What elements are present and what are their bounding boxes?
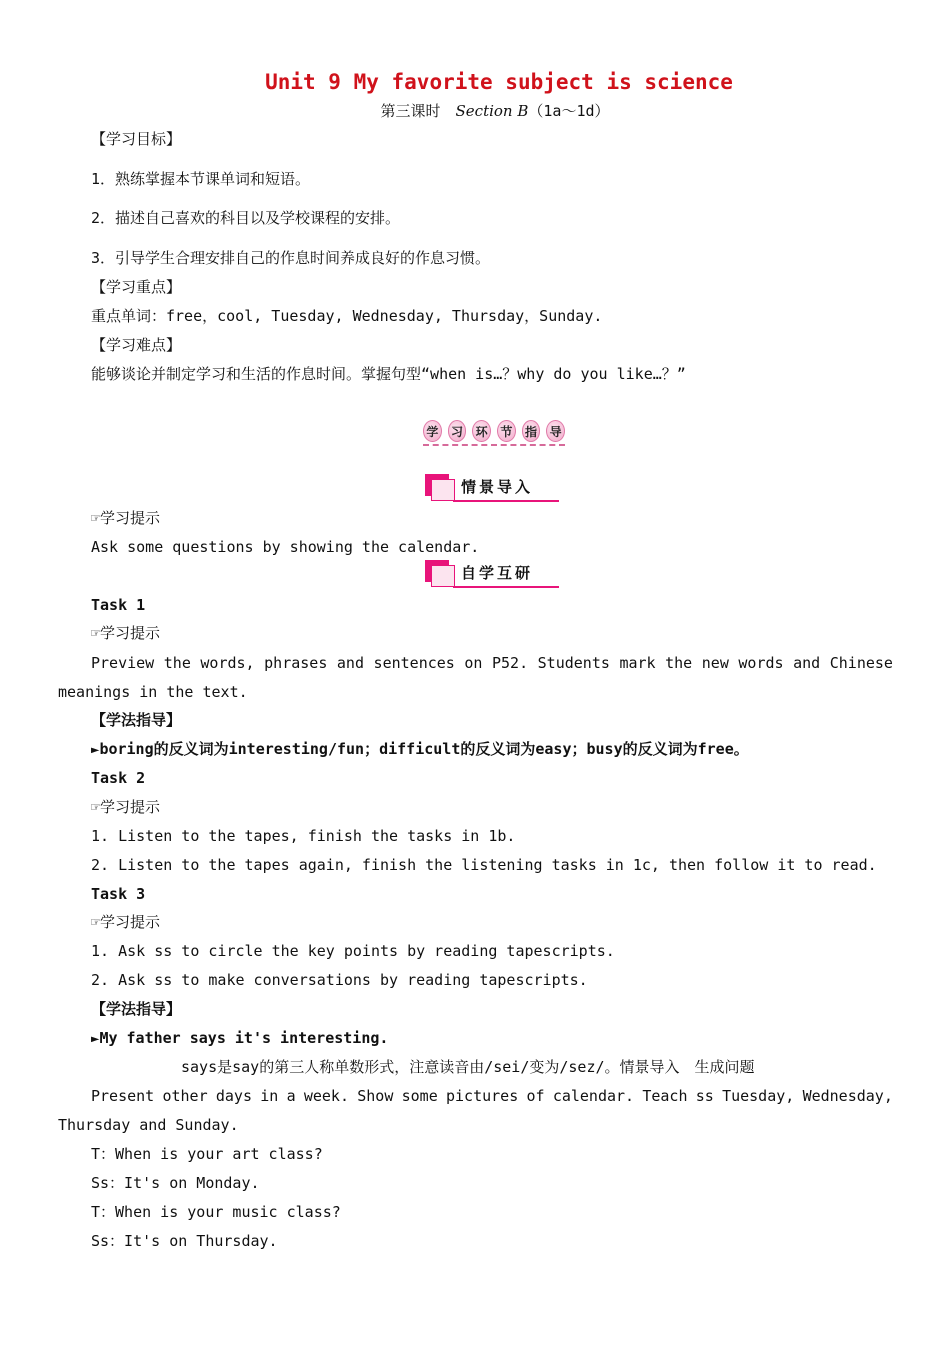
objective-item: 2．描述自己喜欢的科目以及学校课程的安排。 (91, 209, 401, 227)
banner-char: 节 (497, 420, 516, 442)
word: mark (619, 654, 656, 672)
word: ss (695, 1087, 714, 1105)
present-text-line (91, 1086, 893, 1106)
section-name: Section B (455, 102, 529, 120)
word: and (793, 654, 821, 672)
word: and (336, 654, 364, 672)
word: a (286, 1087, 296, 1105)
method-text: My father says it's interesting. (99, 1029, 389, 1047)
word: Chinese (829, 654, 893, 672)
word: pictures (446, 1087, 519, 1105)
word: some (401, 1087, 438, 1105)
study-guide-banner (423, 418, 565, 446)
word: on (464, 654, 483, 672)
section-square-icon-front (431, 565, 455, 587)
word: in (260, 1087, 279, 1105)
section-underline (453, 586, 559, 588)
dialogue-line: Ss：It's on Thursday. (91, 1232, 278, 1250)
difficulty-header: 【学习难点】 (91, 336, 182, 354)
objective-item: 3．引导学生合理安排自己的作息时间养成良好的作息习惯。 (91, 249, 491, 267)
objectives-header: 【学习目标】 (91, 130, 182, 148)
focus-header: 【学习重点】 (91, 278, 182, 296)
banner-char: 导 (546, 420, 565, 442)
lesson-number: 第三课时 (380, 102, 441, 120)
task1-text-continued: meanings in the text. (58, 683, 248, 701)
tip-label: ☞学习提示 (91, 624, 161, 642)
dialogue-line: T：When is your music class? (91, 1203, 341, 1221)
focus-text: 重点单词：free，cool, Tuesday, Wednesday, Thursday，Sunday. (91, 307, 603, 325)
banner-char: 学 (423, 420, 442, 442)
task2-item: 2. Listen to the tapes again, finish the listening tasks in 1c, then follow it to read. (91, 856, 877, 874)
tip-label: ☞学习提示 (91, 913, 161, 931)
word: Present (91, 1087, 155, 1105)
method-line (91, 1028, 388, 1049)
word: week. (303, 1087, 349, 1105)
word: Students (537, 654, 610, 672)
difficulty-text: 能够谈论并制定学习和生活的作息时间。掌握句型“when is…？why do you like…？” (91, 365, 686, 383)
word: words (738, 654, 784, 672)
word: the (163, 654, 191, 672)
task-title: Task 2 (91, 769, 146, 787)
task3-item: 2. Ask ss to make conversations by reading tapescripts. (91, 971, 588, 989)
present-text-continued: Thursday and Sunday. (58, 1116, 239, 1134)
word: the (665, 654, 693, 672)
section-range: （1a～1d） (528, 102, 610, 120)
method-header: 【学法指导】 (91, 1000, 182, 1018)
word: Show (357, 1087, 394, 1105)
task-title: Task 1 (91, 596, 146, 614)
tip-label: ☞学习提示 (91, 509, 161, 527)
task3-item: 1. Ask ss to circle the key points by reading tapescripts. (91, 942, 615, 960)
dialogue-line: T：When is your art class? (91, 1145, 323, 1163)
page-title: Unit 9 My favorite subject is science (265, 70, 733, 94)
tip-text: Ask some questions by showing the calendar. (91, 538, 480, 556)
section-underline (453, 500, 559, 502)
tip-label: ☞学习提示 (91, 798, 161, 816)
word: Wednesday, (802, 1087, 893, 1105)
word: new (701, 654, 729, 672)
method-line (91, 739, 749, 760)
method-text: boring的反义词为interesting/fun；difficult的反义词为easy；busy的反义词为free。 (99, 740, 749, 758)
banner-char: 指 (522, 420, 541, 442)
section-header-scenario (425, 474, 559, 502)
word: of (526, 1087, 545, 1105)
word: P52. (491, 654, 529, 672)
section-header-selfstudy (425, 560, 559, 588)
word: days (215, 1087, 252, 1105)
word: words, (200, 654, 255, 672)
dialogue-line: Ss：It's on Monday. (91, 1174, 260, 1192)
section-square-icon-front (431, 479, 455, 501)
section-label: 情景导入 (461, 478, 534, 496)
banner-char: 环 (472, 420, 491, 442)
word: Teach (642, 1087, 688, 1105)
triangle-arrow-icon: ► (91, 1031, 100, 1047)
word: Tuesday, (722, 1087, 795, 1105)
method-header: 【学法指导】 (91, 711, 182, 729)
section-label: 自学互研 (461, 564, 534, 582)
method-note: says是say的第三人称单数形式，注意读音由/sei/变为/sez/。情景导入 生成问题 (181, 1058, 755, 1076)
word: Preview (91, 654, 155, 672)
task2-item: 1. Listen to the tapes, finish the tasks in 1b. (91, 827, 516, 845)
banner-char: 习 (448, 420, 467, 442)
triangle-arrow-icon: ► (91, 742, 100, 758)
objective-item: 1．熟练掌握本节课单词和短语。 (91, 170, 311, 188)
word: sentences (373, 654, 455, 672)
task1-text-line (91, 653, 893, 673)
page-subtitle (0, 100, 950, 121)
word: calendar. (552, 1087, 635, 1105)
word: other (162, 1087, 208, 1105)
task-title: Task 3 (91, 885, 146, 903)
word: phrases (264, 654, 328, 672)
